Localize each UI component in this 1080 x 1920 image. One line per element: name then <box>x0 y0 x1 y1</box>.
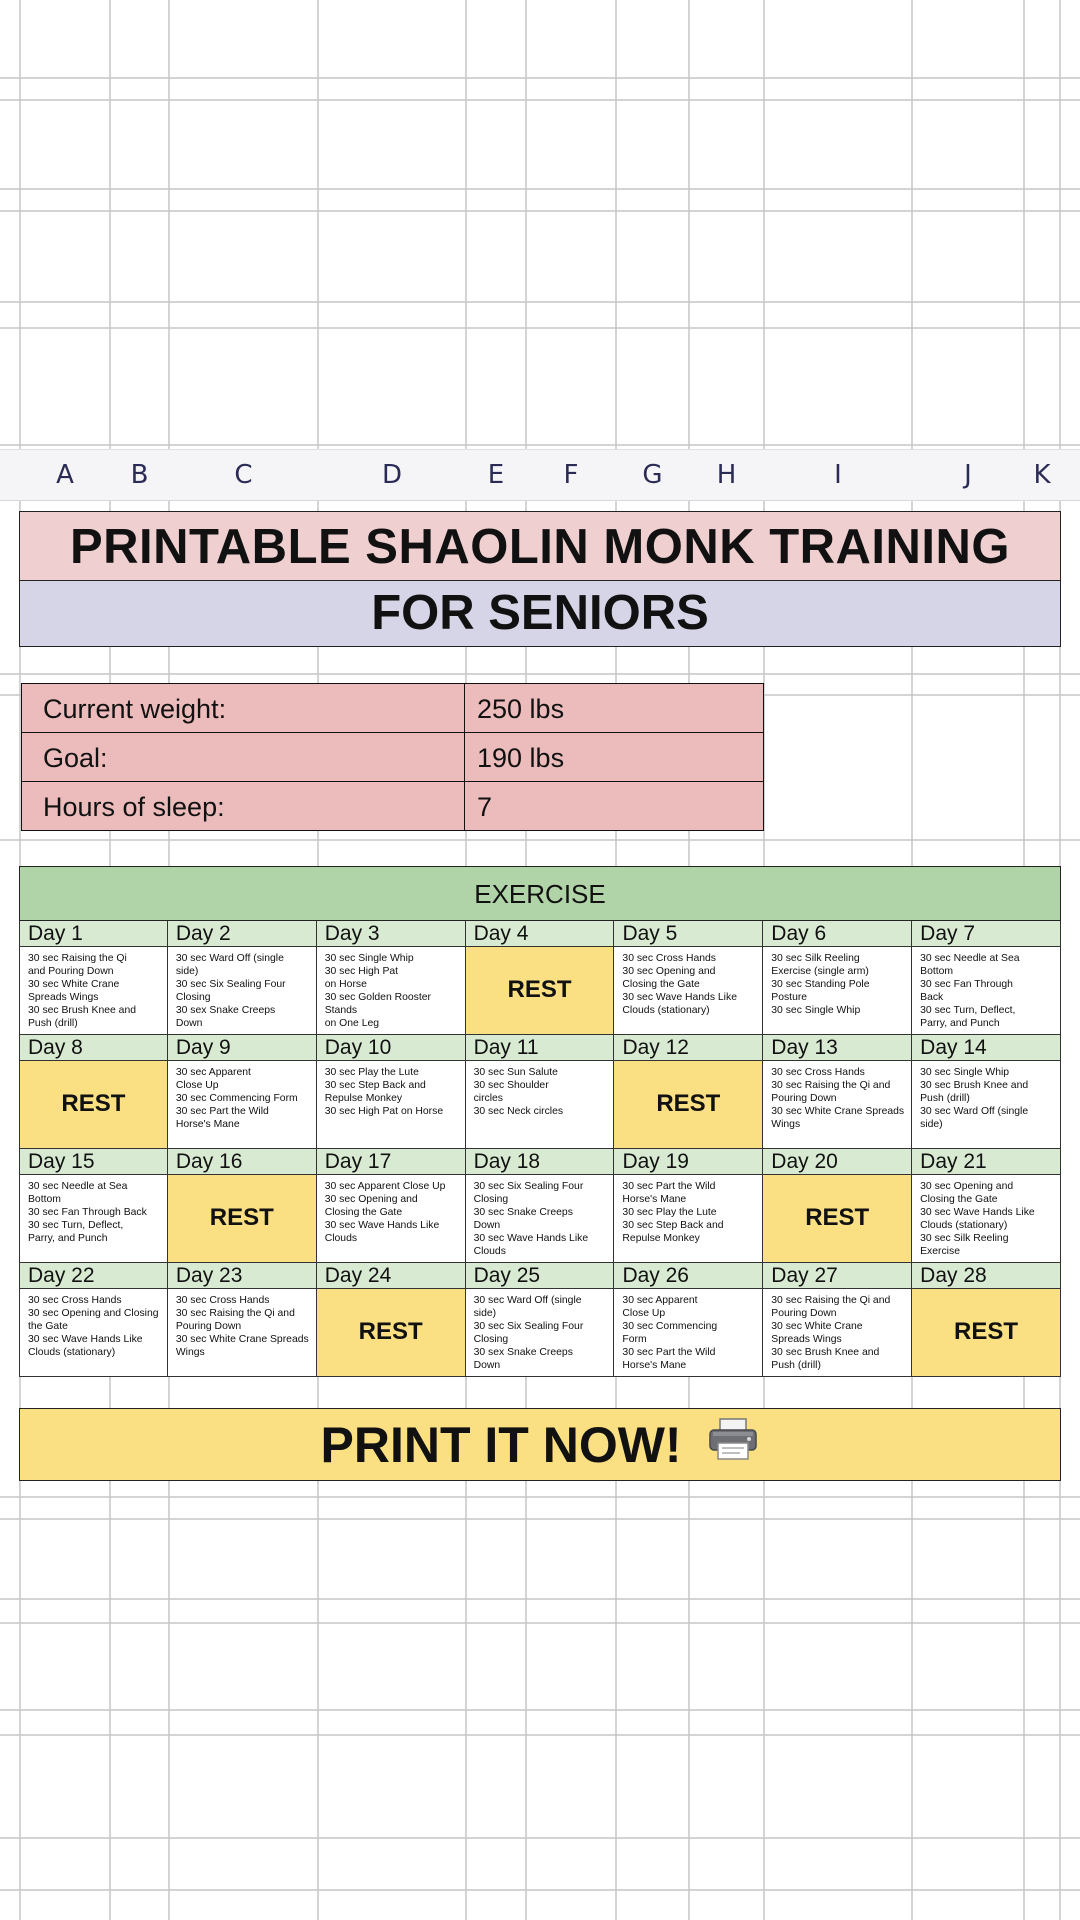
column-header[interactable]: B <box>130 460 149 490</box>
day-label[interactable]: Day 2 <box>168 921 317 947</box>
day-label[interactable]: Day 17 <box>317 1149 466 1175</box>
day-exercises[interactable]: 30 sec Play the Lute 30 sec Step Back and Repulse Monkey 30 sec High Pat on Horse <box>317 1061 466 1149</box>
column-header[interactable]: K <box>1033 460 1051 490</box>
rest-day-cell[interactable]: REST <box>614 1061 763 1149</box>
day-label[interactable]: Day 22 <box>19 1263 168 1289</box>
column-header[interactable]: F <box>563 460 579 490</box>
column-header[interactable]: E <box>487 460 505 490</box>
day-exercises[interactable]: 30 sec Six Sealing Four Closing 30 sec Snake Creeps Down 30 sec Wave Hands Like Clouds <box>466 1175 615 1263</box>
day-exercises[interactable]: 30 sec Apparent Close Up 30 sec Commencing Form 30 sec Part the Wild Horse's Mane <box>168 1061 317 1149</box>
day-label[interactable]: Day 25 <box>466 1263 615 1289</box>
stats-table <box>21 683 764 831</box>
day-exercises[interactable]: 30 sec Cross Hands 30 sec Opening and Closing the Gate 30 sec Wave Hands Like Clouds (stationary) <box>19 1289 168 1377</box>
day-label[interactable]: Day 14 <box>912 1035 1061 1061</box>
day-label[interactable]: Day 3 <box>317 921 466 947</box>
day-exercises[interactable]: 30 sec Ward Off (single side) 30 sec Six Sealing Four Closing 30 sex Snake Creeps Down <box>168 947 317 1035</box>
day-exercises[interactable]: 30 sec Needle at Sea Bottom 30 sec Fan Through Back 30 sec Turn, Deflect, Parry, and Punch <box>912 947 1061 1035</box>
rest-day-cell[interactable]: REST <box>168 1175 317 1263</box>
rest-day-cell[interactable]: REST <box>466 947 615 1035</box>
day-label[interactable]: Day 5 <box>614 921 763 947</box>
day-exercises[interactable]: 30 sec Silk Reeling Exercise (single arm) 30 sec Standing Pole Posture 30 sec Single Whip <box>763 947 912 1035</box>
rest-day-cell[interactable]: REST <box>19 1061 168 1149</box>
stats-value[interactable]: 250 lbs <box>477 694 565 724</box>
stats-label[interactable]: Goal: <box>22 733 465 781</box>
calendar-week <box>19 1149 1061 1263</box>
stats-label[interactable]: Current weight: <box>22 684 465 732</box>
column-header-bar <box>0 449 1080 501</box>
rest-day-cell[interactable]: REST <box>763 1175 912 1263</box>
day-exercises[interactable]: 30 sec Needle at Sea Bottom 30 sec Fan Through Back 30 sec Turn, Deflect, Parry, and Punch <box>19 1175 168 1263</box>
column-header[interactable]: C <box>234 460 253 490</box>
rest-day-cell[interactable]: REST <box>317 1289 466 1377</box>
stats-row-hours-of-sleep <box>22 782 763 831</box>
day-exercises[interactable]: 30 sec Opening and Closing the Gate 30 sec Wave Hands Like Clouds (stationary) 30 sec Silk Reeling Exercise <box>912 1175 1061 1263</box>
print-button[interactable] <box>19 1408 1061 1481</box>
day-label[interactable]: Day 27 <box>763 1263 912 1289</box>
column-header[interactable]: J <box>964 460 972 490</box>
day-label[interactable]: Day 6 <box>763 921 912 947</box>
day-exercises[interactable]: 30 sec Single Whip 30 sec High Pat on Horse 30 sec Golden Rooster Stands on One Leg <box>317 947 466 1035</box>
day-label[interactable]: Day 16 <box>168 1149 317 1175</box>
calendar-week <box>19 1035 1061 1149</box>
print-button-label: PRINT IT NOW! <box>320 1417 682 1473</box>
day-label[interactable]: Day 20 <box>763 1149 912 1175</box>
day-exercises[interactable]: 30 sec Raising the Qi and Pouring Down 30 sec White Crane Spreads Wings 30 sec Brush Knee and Push (drill) <box>763 1289 912 1377</box>
exercise-header[interactable]: EXERCISE <box>19 866 1061 921</box>
calendar-week <box>19 1263 1061 1377</box>
stats-label[interactable]: Hours of sleep: <box>22 782 465 830</box>
day-exercises[interactable]: 30 sec Cross Hands 30 sec Raising the Qi and Pouring Down 30 sec White Crane Spreads Wings <box>763 1061 912 1149</box>
day-exercises[interactable]: 30 sec Cross Hands 30 sec Opening and Closing the Gate 30 sec Wave Hands Like Clouds (stationary) <box>614 947 763 1035</box>
stats-value[interactable]: 190 lbs <box>477 743 565 773</box>
stats-row-goal <box>22 733 763 782</box>
rest-day-cell[interactable]: REST <box>912 1289 1061 1377</box>
day-exercises[interactable]: 30 sec Cross Hands 30 sec Raising the Qi and Pouring Down 30 sec White Crane Spreads Wings <box>168 1289 317 1377</box>
day-exercises[interactable]: 30 sec Apparent Close Up 30 sec Commencing Form 30 sec Part the Wild Horse's Mane <box>614 1289 763 1377</box>
day-label[interactable]: Day 28 <box>912 1263 1061 1289</box>
day-label[interactable]: Day 10 <box>317 1035 466 1061</box>
day-exercises[interactable]: 30 sec Raising the Qi and Pouring Down 30 sec White Crane Spreads Wings 30 sec Brush Knee and Push (drill) <box>19 947 168 1035</box>
day-label[interactable]: Day 19 <box>614 1149 763 1175</box>
day-label[interactable]: Day 24 <box>317 1263 466 1289</box>
day-label[interactable]: Day 11 <box>466 1035 615 1061</box>
column-header[interactable]: H <box>716 460 737 490</box>
day-label[interactable]: Day 9 <box>168 1035 317 1061</box>
printer-icon <box>707 1408 759 1480</box>
day-exercises[interactable]: 30 sec Part the Wild Horse's Mane 30 sec Play the Lute 30 sec Step Back and Repulse Monkey <box>614 1175 763 1263</box>
day-label[interactable]: Day 8 <box>19 1035 168 1061</box>
day-exercises[interactable]: 30 sec Apparent Close Up 30 sec Opening and Closing the Gate 30 sec Wave Hands Like Clouds <box>317 1175 466 1263</box>
day-label[interactable]: Day 23 <box>168 1263 317 1289</box>
day-label[interactable]: Day 18 <box>466 1149 615 1175</box>
day-exercises[interactable]: 30 sec Single Whip 30 sec Brush Knee and Push (drill) 30 sec Ward Off (single side) <box>912 1061 1061 1149</box>
calendar-week <box>19 921 1061 1035</box>
day-label[interactable]: Day 1 <box>19 921 168 947</box>
day-label[interactable]: Day 15 <box>19 1149 168 1175</box>
day-exercises[interactable]: 30 sec Ward Off (single side) 30 sec Six Sealing Four Closing 30 sex Snake Creeps Down <box>466 1289 615 1377</box>
title-line-1[interactable]: PRINTABLE SHAOLIN MONK TRAINING <box>19 511 1061 581</box>
column-header[interactable]: I <box>834 460 842 490</box>
day-label[interactable]: Day 12 <box>614 1035 763 1061</box>
stats-row-current-weight <box>22 684 763 733</box>
day-label[interactable]: Day 4 <box>466 921 615 947</box>
training-calendar <box>19 921 1061 1377</box>
column-header[interactable]: D <box>381 460 403 490</box>
column-header[interactable]: G <box>642 460 663 490</box>
column-header[interactable]: A <box>56 460 74 490</box>
day-label[interactable]: Day 21 <box>912 1149 1061 1175</box>
day-label[interactable]: Day 26 <box>614 1263 763 1289</box>
day-exercises[interactable]: 30 sec Sun Salute 30 sec Shoulder circles 30 sec Neck circles <box>466 1061 615 1149</box>
title-line-2[interactable]: FOR SENIORS <box>19 581 1061 647</box>
day-label[interactable]: Day 13 <box>763 1035 912 1061</box>
day-label[interactable]: Day 7 <box>912 921 1061 947</box>
stats-value[interactable]: 7 <box>477 792 493 822</box>
